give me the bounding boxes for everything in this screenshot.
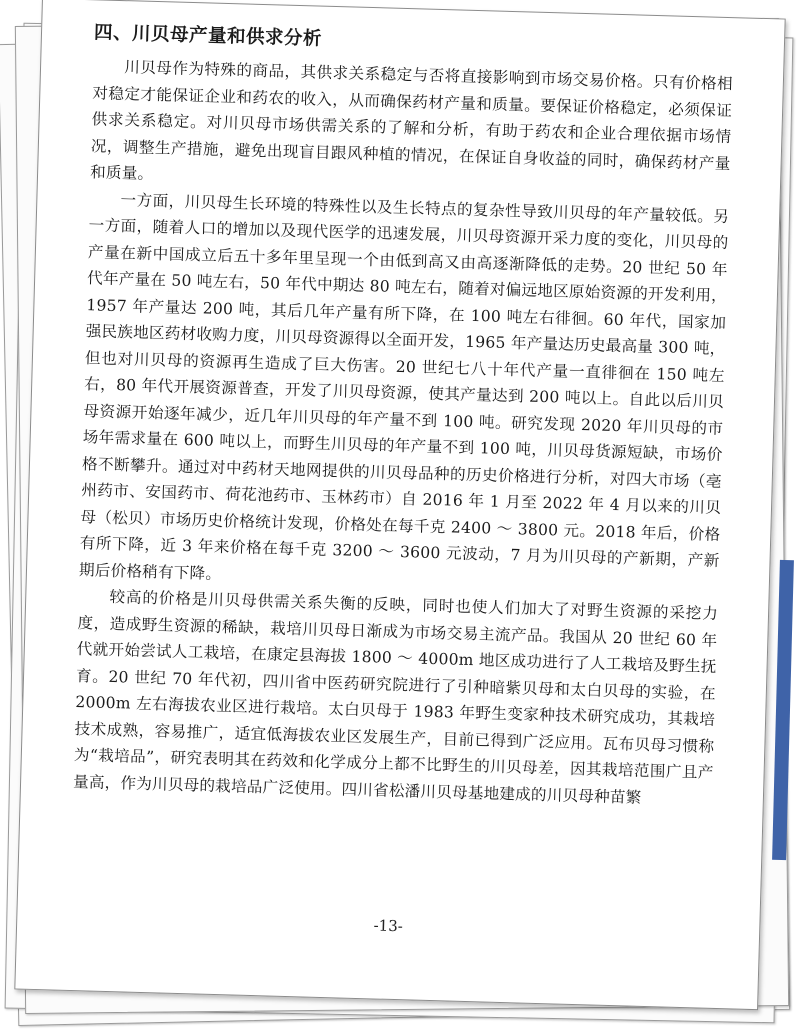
paragraph-cultivation: 较高的价格是川贝母供需关系失衡的反映，同时也使人们加大了对野生资源的采挖力度，造成野生资源的稀缺，栽培川贝母日渐成为市场交易主流产品。我国从 20 世纪 60 年代就开始尝试人工栽培，在康定县海拔 1800 ～ 4000m 地区成功进行了人工栽培及野生抚育。20 世纪 70 年代初，四川省中医药研究院进行了引种暗紫贝母和太白贝母的实验，在 2000m 左右海拔农业区进行栽培。太白贝母于 1983 年野生变家种技术研究成功，其栽培技术成熟，容易推广，适宜低海拔农业区发展生产，目前已得到广泛应用。瓦布贝母习惯称为“栽培品”，研究表明其在药效和化学成分上都不比野生的川贝母差，因其栽培范围广且产量高，作为川贝母的栽培品广泛使用。四川省松潘川贝母基地建成的川贝母种苗繁 — [72, 587, 719, 807]
section-heading: 四、川贝母产量和供求分析 — [93, 22, 323, 50]
page-content — [73, 18, 734, 813]
document-page — [14, 0, 785, 1010]
page-number: -13- — [373, 916, 404, 936]
paragraph-supply-demand-intro: 川贝母作为特殊的商品，其供求关系稳定与否将直接影响到市场交易价格。只有价格相对稳定才能保证企业和药农的收入，从而确保药材产量和质量。要保证价格稳定，必须保证供求关系稳定。对川贝母市场供需关系的了解和分析，有助于药农和企业合理依据市场情况，调整生产措施，避免出现盲目跟风种植的情况，在保证自身收益的同时，确保药材产量和质量。 — [89, 58, 734, 183]
paragraph-production-history: 一方面，川贝母生长环境的特殊性以及生长特点的复杂性导致川贝母的年产量较低。另一方面，随着人口的增加以及现代医学的迅速发展，川贝母资源开采力度的变化，川贝母的产量在新中国成立后五十多年里呈现一个由低到高又由高逐渐降低的走势。20 世纪 50 年代年产量在 50 吨左右，50 年代中期达 80 吨左右，随着对偏远地区原始资源的开发利用，1957 年产量达 200 吨，其后几年产量有所下降，在 100 吨左右徘徊。60 年代，国家加强民族地区药材收购力度，川贝母资源得以全面开发，1965 年产量达历史最高量 300 吨，但也对川贝母的资源再生造成了巨大伤害。20 世纪七八十年代产量一直徘徊在 150 吨左右，80 年代开展资源普查，开发了川贝母资源，使其产量达到 200 吨以上。自此以后川贝母资源开始逐年减少，近几年川贝母的年产量不到 100 吨。研究发现 2020 年川贝母的市场年需求量在 600 吨以上，而野生川贝母的年产量不到 100 吨，川贝母货源短缺，市场价格不断攀升。通过对中药材天地网提供的川贝母品种的历史价格进行分析，对四大市场（亳州药市、安国药市、荷花池药市、玉林药市）自 2016 年 1 月至 2022 年 4 月以来的川贝母（松贝）市场历史价格统计发现，价格处在每千克 2400 ～ 3800 元。2018 年后，价格有所下降，近 3 年来价格在每千克 3200 ～ 3600 元波动，7 月为川贝母的产新期，产新期后价格稍有下降。 — [78, 190, 730, 583]
